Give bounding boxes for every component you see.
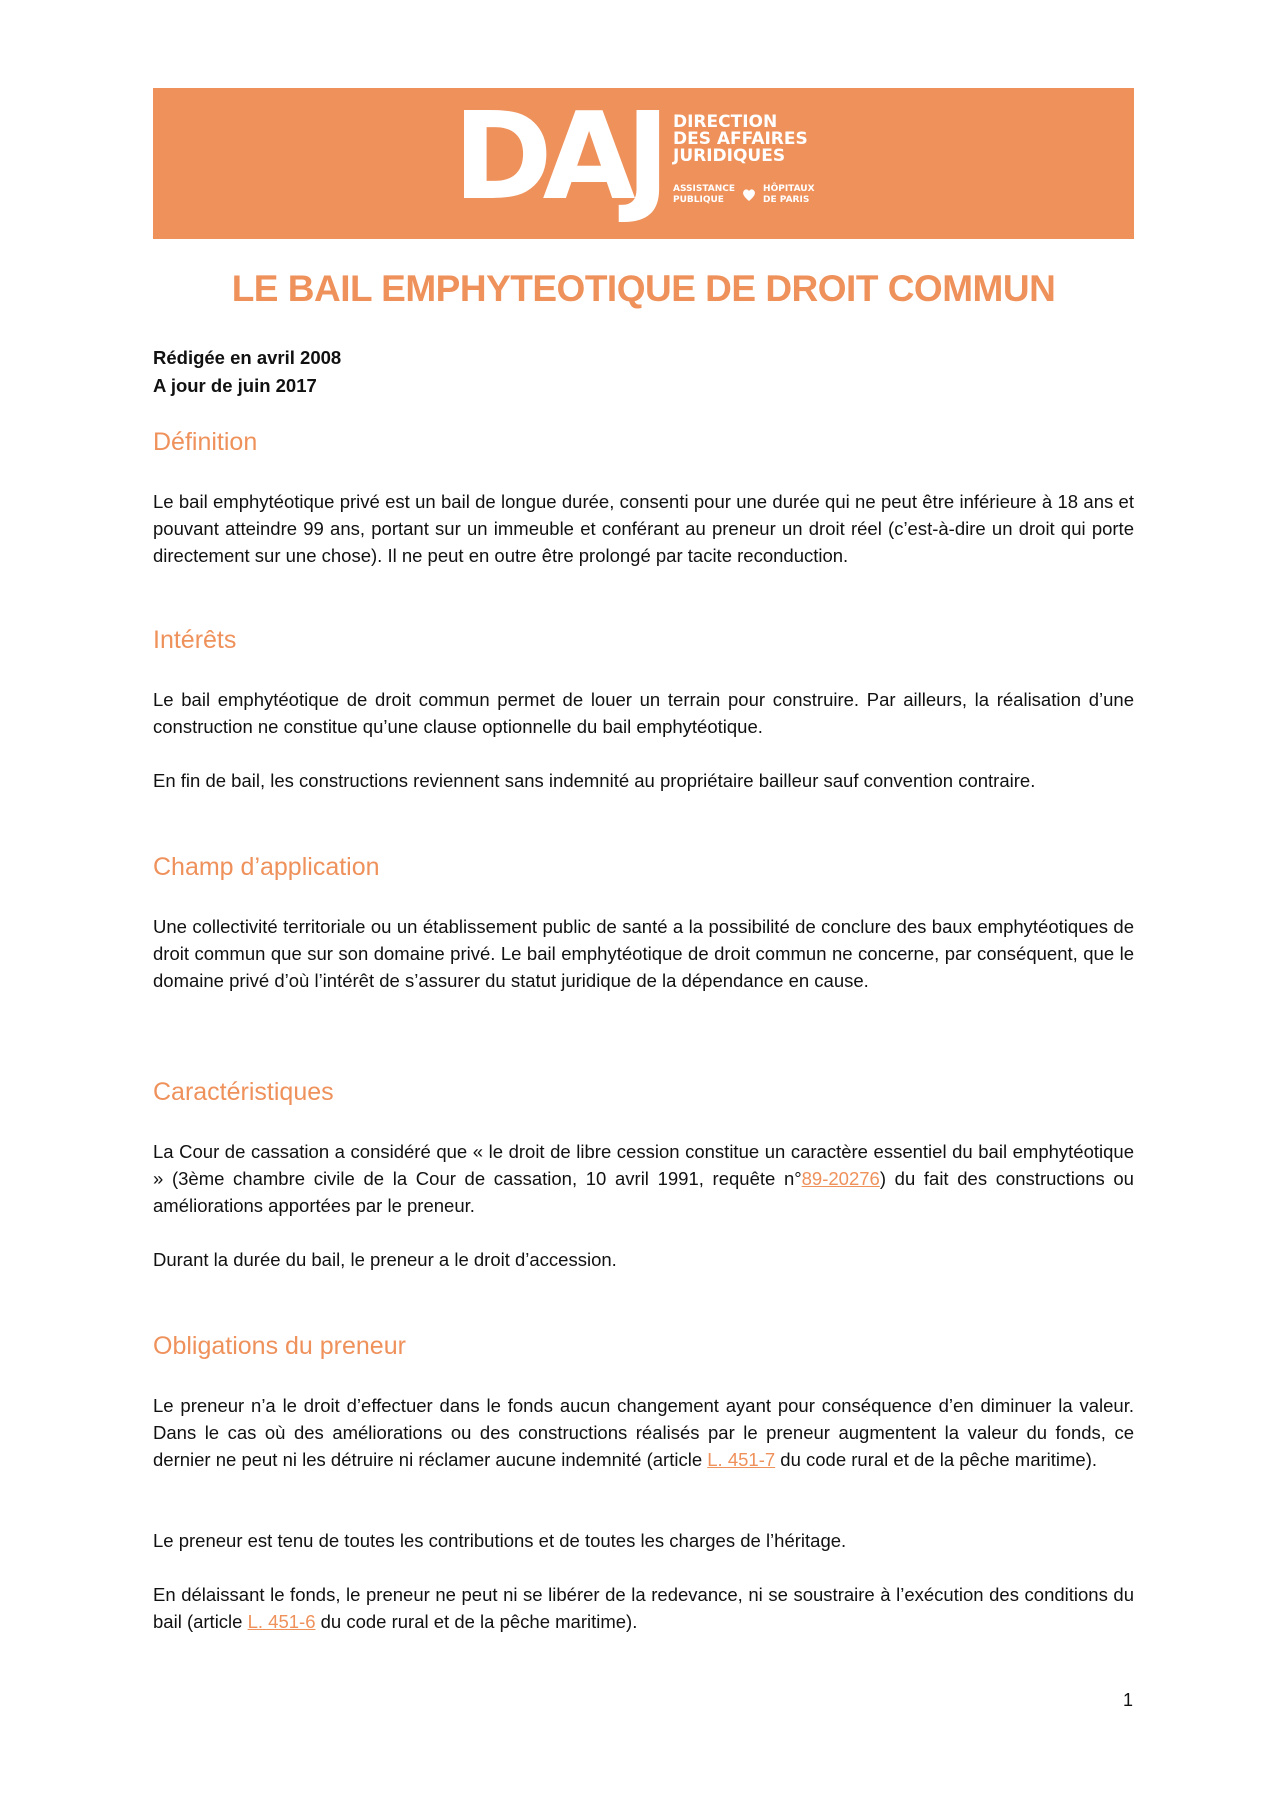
redaction-date: Rédigée en avril 2008 xyxy=(153,347,342,368)
logo-small-right-2: DE PARIS xyxy=(763,195,810,205)
heading-champ: Champ d’application xyxy=(153,853,380,881)
update-date: A jour de juin 2017 xyxy=(153,375,317,396)
caracteristiques-paragraph-2: Durant la durée du bail, le preneur a le droit d’accession. xyxy=(153,1249,617,1270)
heart-icon xyxy=(741,187,757,203)
daj-logo: DAJ xyxy=(453,88,661,227)
aphp-logo xyxy=(673,184,815,206)
logo-line-1: DIRECTION xyxy=(673,112,778,132)
oblig3-text-after: du code rural et de la pêche maritime). xyxy=(315,1611,638,1632)
interets-paragraph-2: En fin de bail, les constructions reviennent sans indemnité au propriétaire bailleur sauf convention contraire. xyxy=(153,770,1036,791)
caract-text-after: ) du fait des constructions ou améliorations apportées par le preneur. xyxy=(153,1168,1134,1216)
caract-text-before: La Cour de cassation a considéré que « le droit de libre cession constitue un caractère essentiel du bail emphytéotique » (3ème chambre civile de la Cour de cassation, 10 avril 1991, requête n° xyxy=(153,1141,1134,1189)
obligations-paragraph-3 xyxy=(153,1581,1134,1635)
oblig3-text-before: En délaissant le fonds, le preneur ne peut ni se libérer de la redevance, ni se soustraire à l’exécution des conditions du bail (article xyxy=(153,1584,1134,1632)
champ-paragraph: Une collectivité territoriale ou un établissement public de santé a la possibilité de conclure des baux emphytéotiques de droit commun que sur son domaine privé. Le bail emphytéotique de droit commun ne concerne, par conséquent, que le domaine privé d’où l’intérêt de s’assurer du statut juridique de la dépendance en cause. xyxy=(153,916,1134,991)
logo-small-right-1: HÔPITAUX xyxy=(763,184,815,194)
logo-line-3: JURIDIQUES xyxy=(673,146,786,166)
logo-small-left-2: PUBLIQUE xyxy=(673,195,724,205)
header-banner xyxy=(153,88,1134,239)
article-l4517-link[interactable]: L. 451-7 xyxy=(707,1449,776,1470)
logo-title xyxy=(673,114,808,165)
obligations-paragraph-1 xyxy=(153,1392,1134,1473)
oblig-text-before: Le preneur n’a le droit d’effectuer dans le fonds aucun changement ayant pour conséquence d’en diminuer la valeur. Dans le cas où des améliorations ou des constructions réalisés par le preneur augmentent la valeur du fonds, ce dernier ne peut ni les détruire ni réclamer aucune indemnité (article xyxy=(153,1395,1134,1470)
logo-line-2: DES AFFAIRES xyxy=(673,129,808,149)
oblig-text-after: du code rural et de la pêche maritime). xyxy=(775,1449,1098,1470)
requete-link[interactable]: 89-20276 xyxy=(801,1168,880,1189)
document-title: LE BAIL EMPHYTEOTIQUE DE DROIT COMMUN xyxy=(231,268,1056,309)
page-number: 1 xyxy=(1122,1690,1133,1710)
document-meta xyxy=(153,344,341,400)
article-l4516-link[interactable]: L. 451-6 xyxy=(247,1611,316,1632)
definition-paragraph: Le bail emphytéotique privé est un bail de longue durée, consenti pour une durée qui ne peut être inférieure à 18 ans et pouvant atteindre 99 ans, portant sur un immeuble et conférant au preneur un droit réel (c’est-à-dire un droit qui porte directement sur une chose). Il ne peut en outre être prolongé par tacite reconduction. xyxy=(153,491,1134,566)
logo-small-left-1: ASSISTANCE xyxy=(673,184,736,194)
interets-paragraph-1: Le bail emphytéotique de droit commun permet de louer un terrain pour construire. Par ailleurs, la réalisation d’une construction ne constitue qu’une clause optionnelle du bail emphytéotique. xyxy=(153,689,1134,737)
heading-obligations: Obligations du preneur xyxy=(153,1332,406,1360)
caracteristiques-paragraph-1 xyxy=(153,1138,1134,1219)
heading-interets: Intérêts xyxy=(153,626,237,654)
heading-definition: Définition xyxy=(153,428,258,456)
heading-caracteristiques: Caractéristiques xyxy=(153,1078,334,1106)
obligations-paragraph-2: Le preneur est tenu de toutes les contributions et de toutes les charges de l’héritage. xyxy=(153,1530,847,1551)
